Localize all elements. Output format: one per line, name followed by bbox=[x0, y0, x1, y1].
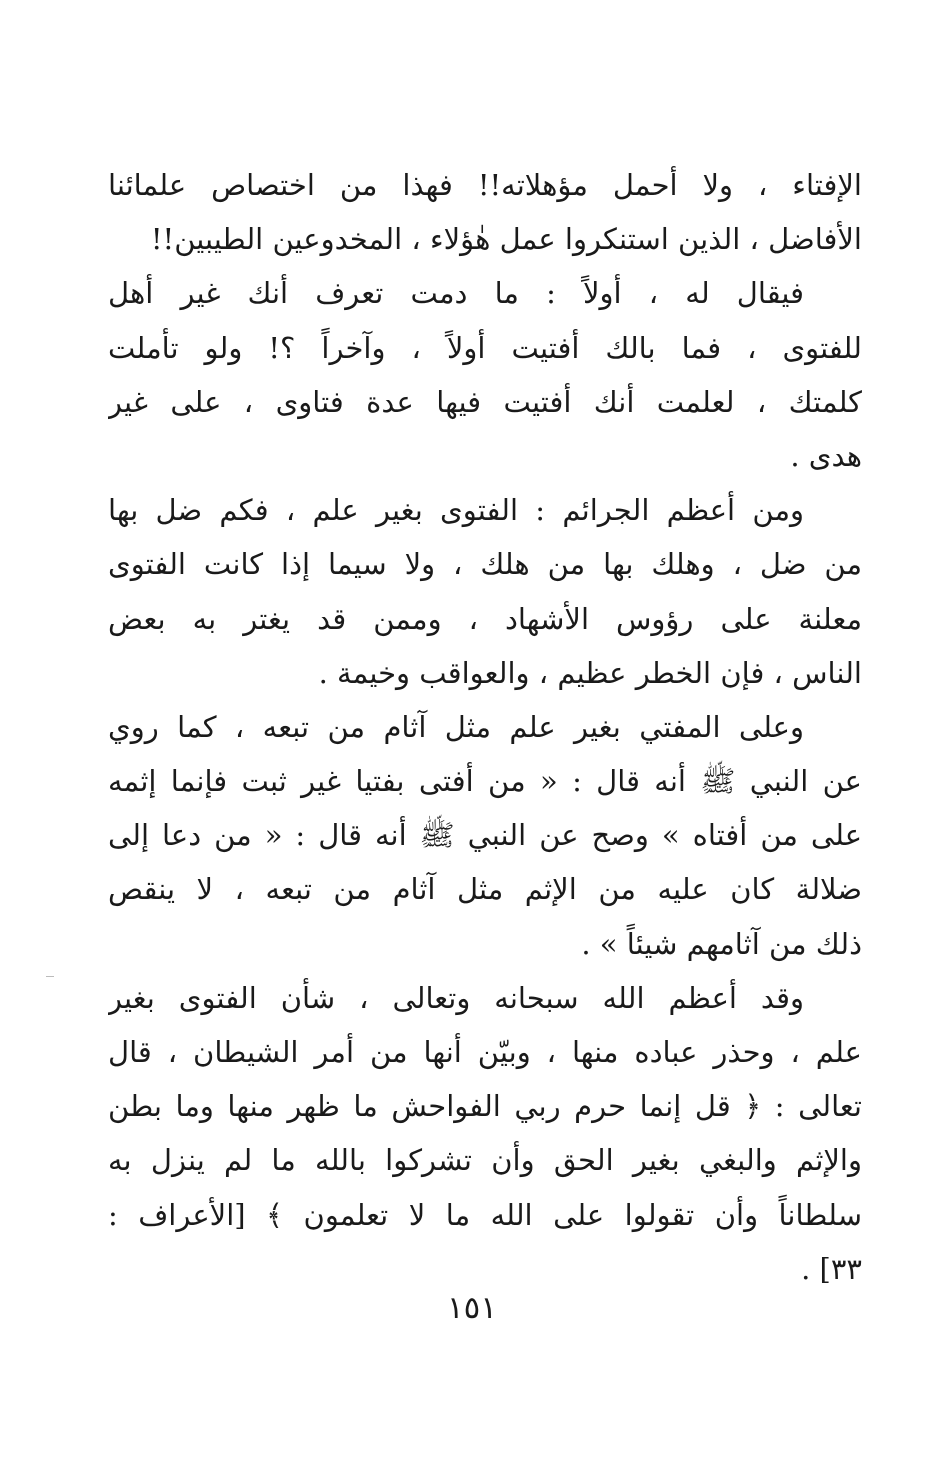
text-line: للفتوى ، فما بالك أفتيت أولاً ، وآخراً ؟! ولو تأملت bbox=[108, 330, 862, 365]
text-line: والإثم والبغي بغير الحق وأن تشركوا بالله ما لم ينزل به bbox=[108, 1143, 862, 1178]
text-line: الناس ، فإن الخطر عظيم ، والعواقب وخيمة . bbox=[318, 655, 862, 690]
text-line: كلمتك ، لعلمت أنك أفتيت فيها عدة فتاوى ، على غير bbox=[108, 384, 862, 419]
text-line: وقد أعظم الله سبحانه وتعالى ، شأن الفتوى بغير bbox=[108, 980, 804, 1015]
text-line: علم ، وحذر عباده منها ، وبيّن أنها من أمر الشيطان ، قال bbox=[108, 1035, 862, 1069]
text-line: معلنة على رؤوس الأشهاد ، وممن قد يغتر به بعض bbox=[108, 601, 862, 636]
margin-mark bbox=[46, 976, 54, 977]
text-line: الإفتاء ، ولا أحمل مؤهلاته!! فهذا من اختصاص علمائنا bbox=[108, 168, 862, 202]
text-line: على من أفتاه » وصح عن النبي ﷺ أنه قال : « من دعا إلى bbox=[108, 818, 862, 853]
text-line: ومن أعظم الجرائم : الفتوى بغير علم ، فكم ضل بها bbox=[108, 493, 804, 528]
text-line: تعالى : ﴿ قل إنما حرم ربي الفواحش ما ظهر منها وما بطن bbox=[108, 1089, 862, 1124]
page-number: ١٥١ bbox=[447, 1290, 497, 1326]
text-line: فيقال له ، أولاً : ما دمت تعرف أنك غير أهل bbox=[108, 276, 804, 311]
text-line: ٣٣] . bbox=[801, 1251, 862, 1286]
text-line: الأفاضل ، الذين استنكروا عمل هٰؤلاء ، المخدوعين الطيبين!! bbox=[150, 222, 862, 257]
text-line: ضلالة كان عليه من الإثم مثل آثام من تبعه ، لا ينقص bbox=[108, 872, 862, 907]
text-line: سلطاناً وأن تقولوا على الله ما لا تعلمون ﴾ [الأعراف : bbox=[108, 1197, 862, 1232]
text-line: من ضل ، وهلك بها من هلك ، ولا سيما إذا كانت الفتوى bbox=[108, 547, 862, 582]
body-text bbox=[108, 158, 862, 1296]
text-line: وعلى المفتي بغير علم مثل آثام من تبعه ، كما روي bbox=[108, 709, 804, 744]
text-line: عن النبي ﷺ أنه قال : « من أفتى بفتيا غير ثبت فإنما إثمه bbox=[108, 764, 862, 799]
text-line: هدى . bbox=[790, 438, 862, 473]
text-line: ذلك من آثامهم شيئاً » . bbox=[581, 926, 862, 961]
